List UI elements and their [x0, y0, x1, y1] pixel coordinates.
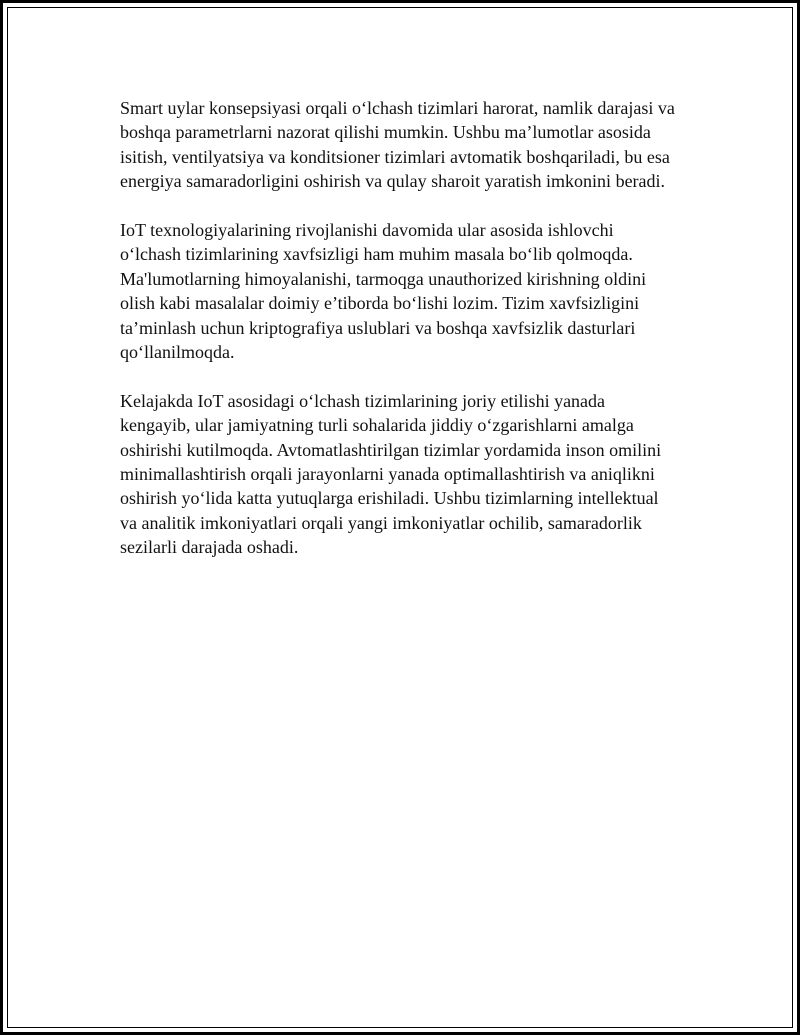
- text-line: isitish, ventilyatsiya va konditsioner tizimlari avtomatik boshqariladi, bu esa: [120, 146, 670, 167]
- text-line: oshirish yo‘lida katta yutuqlarga erishiladi. Ushbu tizimlarning intellektual: [120, 488, 659, 509]
- text-line: oshirishi kutilmoqda. Avtomatlashtirilgan tizimlar yordamida inson omilini: [120, 439, 662, 460]
- text-line: boshqa parametrlarni nazorat qilishi mumkin. Ushbu ma’lumotlar asosida: [120, 122, 651, 143]
- paragraph-smart-homes: [120, 96, 700, 194]
- text-line: kengayib, ular jamiyatning turli sohalarida jiddiy o‘zgarishlarni amalga: [120, 415, 634, 436]
- text-line: Kelajakda IoT asosidagi o‘lchash tizimlarining joriy etilishi yanada: [120, 390, 606, 411]
- text-line: energiya samaradorligini oshirish va qulay sharoit yaratish imkonini beradi.: [120, 171, 666, 192]
- text-line: olish kabi masalalar doimiy e’tiborda bo‘lishi lozim. Tizim xavfsizligini: [120, 293, 640, 314]
- document-body: [120, 96, 700, 584]
- paragraph-security: [120, 218, 700, 364]
- text-line: qo‘llanilmoqda.: [120, 342, 235, 363]
- text-line: sezilarli darajada oshadi.: [120, 537, 299, 558]
- text-line: Ma'lumotlarning himoyalanishi, tarmoqga unauthorized kirishning oldini: [120, 268, 647, 289]
- text-line: IoT texnologiyalarining rivojlanishi davomida ular asosida ishlovchi: [120, 220, 614, 241]
- text-line: o‘lchash tizimlarining xavfsizligi ham muhim masala bo‘lib qolmoqda.: [120, 244, 633, 265]
- text-line: ta’minlash uchun kriptografiya uslublari va boshqa xavfsizlik dasturlari: [120, 317, 636, 338]
- paragraph-future: [120, 389, 700, 560]
- text-line: minimallashtirish orqali jarayonlarni yanada optimallashtirish va aniqlikni: [120, 464, 655, 485]
- text-line: Smart uylar konsepsiyasi orqali o‘lchash tizimlari harorat, namlik darajasi va: [120, 98, 675, 118]
- text-line: va analitik imkoniyatlari orqali yangi imkoniyatlar ochilib, samaradorlik: [120, 512, 642, 533]
